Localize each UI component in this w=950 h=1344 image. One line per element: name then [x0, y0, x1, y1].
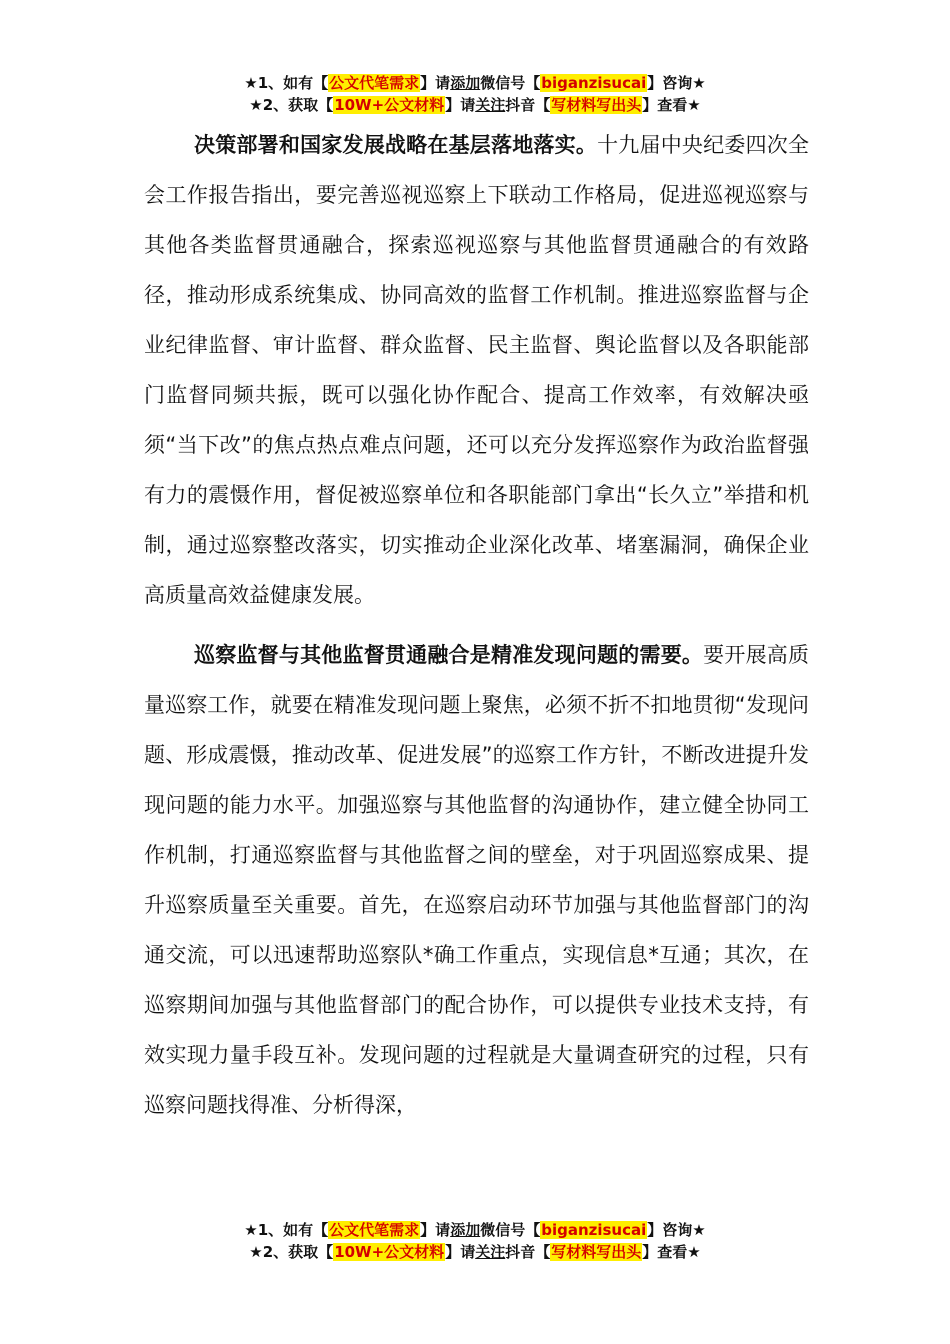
- document-body: [144, 120, 809, 1140]
- highlight-wechat-id: biganzisucai: [541, 74, 647, 92]
- paragraph-text: 要开展高质量巡察工作，就要在精准发现问题上聚焦，必须不折不扣地贯彻“发现问题、形成震慑，推动改革、促进发展”的巡察工作方针，不断改进提升发现问题的能力水平。加强巡察与其他监督的沟通协作，建立健全协同工作机制，打通巡察监督与其他监督之间的壁垒，对于巩固巡察成果、提升巡察质量至关重要。首先，在巡察启动环节加强与其他监督部门的沟通交流，可以迅速帮助巡察队*确工作重点，实现信息*互通；其次，在巡察期间加强与其他监督部门的配合协作，可以提供专业技术支持，有效实现力量手段互补。发现问题的过程就是大量调查研究的过程，只有巡察问题找得准、分析得深，: [144, 643, 809, 1117]
- highlight-service: 公文代笔需求: [329, 1221, 420, 1239]
- highlight-materials: 10W+公文材料: [334, 96, 445, 114]
- highlight-douyin: 写材料写出头: [551, 1243, 642, 1261]
- banner-line-2: ★2、获取【10W+公文材料】请关注抖音【写材料写出头】查看★: [249, 96, 701, 114]
- paragraph-lead: 决策部署和国家发展战略在基层落地落实。: [194, 133, 598, 157]
- paragraph-lead: 巡察监督与其他监督贯通融合是精准发现问题的需要。: [194, 643, 704, 667]
- banner-line-1: ★1、如有【公文代笔需求】请添加微信号【biganzisucai】咨询★: [244, 74, 706, 92]
- highlight-service: 公文代笔需求: [329, 74, 420, 92]
- highlight-materials: 10W+公文材料: [334, 1243, 445, 1261]
- paragraph-text: 十九届中央纪委四次全会工作报告指出，要完善巡视巡察上下联动工作格局，促进巡视巡察与其他各类监督贯通融合，探索巡视巡察与其他监督贯通融合的有效路径，推动形成系统集成、协同高效的监督工作机制。推进巡察监督与企业纪律监督、审计监督、群众监督、民主监督、舆论监督以及各职能部门监督同频共振，既可以强化协作配合、提高工作效率，有效解决亟须“当下改”的焦点热点难点问题，还可以充分发挥巡察作为政治监督强有力的震慑作用，督促被巡察单位和各职能部门拿出“长久立”举措和机制，通过巡察整改落实，切实推动企业深化改革、堵塞漏洞，确保企业高质量高效益健康发展。: [144, 133, 810, 607]
- paragraph: [144, 630, 809, 1130]
- banner-line-2: ★2、获取【10W+公文材料】请关注抖音【写材料写出头】查看★: [249, 1243, 701, 1261]
- footer-banner: [0, 1219, 950, 1263]
- highlight-douyin: 写材料写出头: [551, 96, 642, 114]
- header-banner: [0, 72, 950, 116]
- paragraph: [144, 120, 809, 620]
- banner-line-1: ★1、如有【公文代笔需求】请添加微信号【biganzisucai】咨询★: [244, 1221, 706, 1239]
- highlight-wechat-id: biganzisucai: [541, 1221, 647, 1239]
